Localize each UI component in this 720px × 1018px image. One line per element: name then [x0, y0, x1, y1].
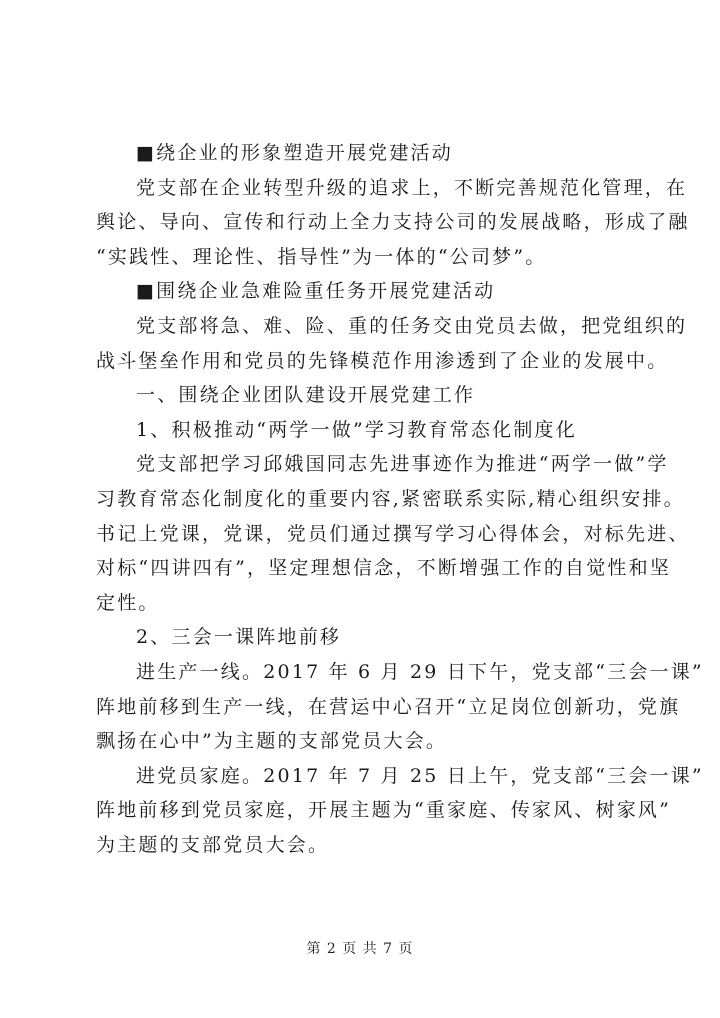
section-heading-image: [96, 136, 636, 171]
text-line: 进党员家庭。2017 年 7 月 25 日上午，党支部“三会一课”: [136, 764, 704, 787]
document-body: [96, 136, 704, 862]
text-line: “实践性、理论性、指导性”为一体的“公司梦”。: [96, 245, 547, 268]
paragraph-image-building: [96, 171, 690, 275]
text-line: 阵地前移到党员家庭，开展主题为“重家庭、传家风、树家风”: [96, 799, 672, 822]
text-line: 书记上党课，党课，党员们通过撰写学习心得体会，对标先进、: [96, 522, 690, 545]
paragraph-member-family: [96, 759, 704, 863]
text-line: 党支部将急、难、险、重的任务交由党员去做，把党组织的: [136, 314, 688, 337]
section-heading-team-building: [96, 378, 636, 413]
text-line: ■绕企业的形象塑造开展党建活动: [136, 142, 453, 164]
paragraph-urgent-tasks: [96, 309, 688, 378]
page-number-footer: 第 2 页 共 7 页: [306, 941, 414, 957]
text-line: 为主题的支部党员大会。: [96, 833, 330, 856]
paragraph-two-learn-one-do: [96, 447, 690, 620]
text-line: 对标“四讲四有”，坚定理想信念，不断增强工作的自觉性和坚: [96, 557, 672, 580]
text-line: 战斗堡垒作用和党员的先锋模范作用渗透到了企业的发展中。: [96, 349, 669, 372]
text-line: 定性。: [96, 591, 160, 614]
text-line: 党支部在企业转型升级的追求上，不断完善规范化管理，在: [136, 176, 688, 199]
text-line: 习教育常态化制度化的重要内容,紧密联系实际,精心组织安排。: [96, 487, 685, 510]
text-line: 阵地前移到生产一线，在营运中心召开“立足岗位创新功，党旗: [96, 695, 681, 718]
text-line: 飘扬在心中”为主题的支部党员大会。: [96, 730, 448, 753]
text-line: 进生产一线。2017 年 6 月 29 日下午，党支部“三会一课”: [136, 660, 704, 683]
text-line: 党支部把学习邱娥国同志先进事迹作为推进“两学一做”学: [136, 453, 669, 476]
section-heading-urgent-tasks: [96, 274, 636, 309]
text-line: 一、围绕企业团队建设开展党建工作: [136, 384, 476, 407]
subheading-two-learn-one-do: [96, 413, 636, 448]
text-line: 1、积极推动“两学一做”学习教育常态化制度化: [136, 418, 577, 441]
subheading-three-meetings: [96, 620, 636, 655]
text-line: 2、三会一课阵地前移: [136, 626, 342, 649]
paragraph-production-line: [96, 655, 704, 759]
text-line: ■围绕企业急难险重任务开展党建活动: [136, 280, 496, 303]
text-line: 舆论、导向、宣传和行动上全力支持公司的发展战略，形成了融: [96, 211, 690, 234]
